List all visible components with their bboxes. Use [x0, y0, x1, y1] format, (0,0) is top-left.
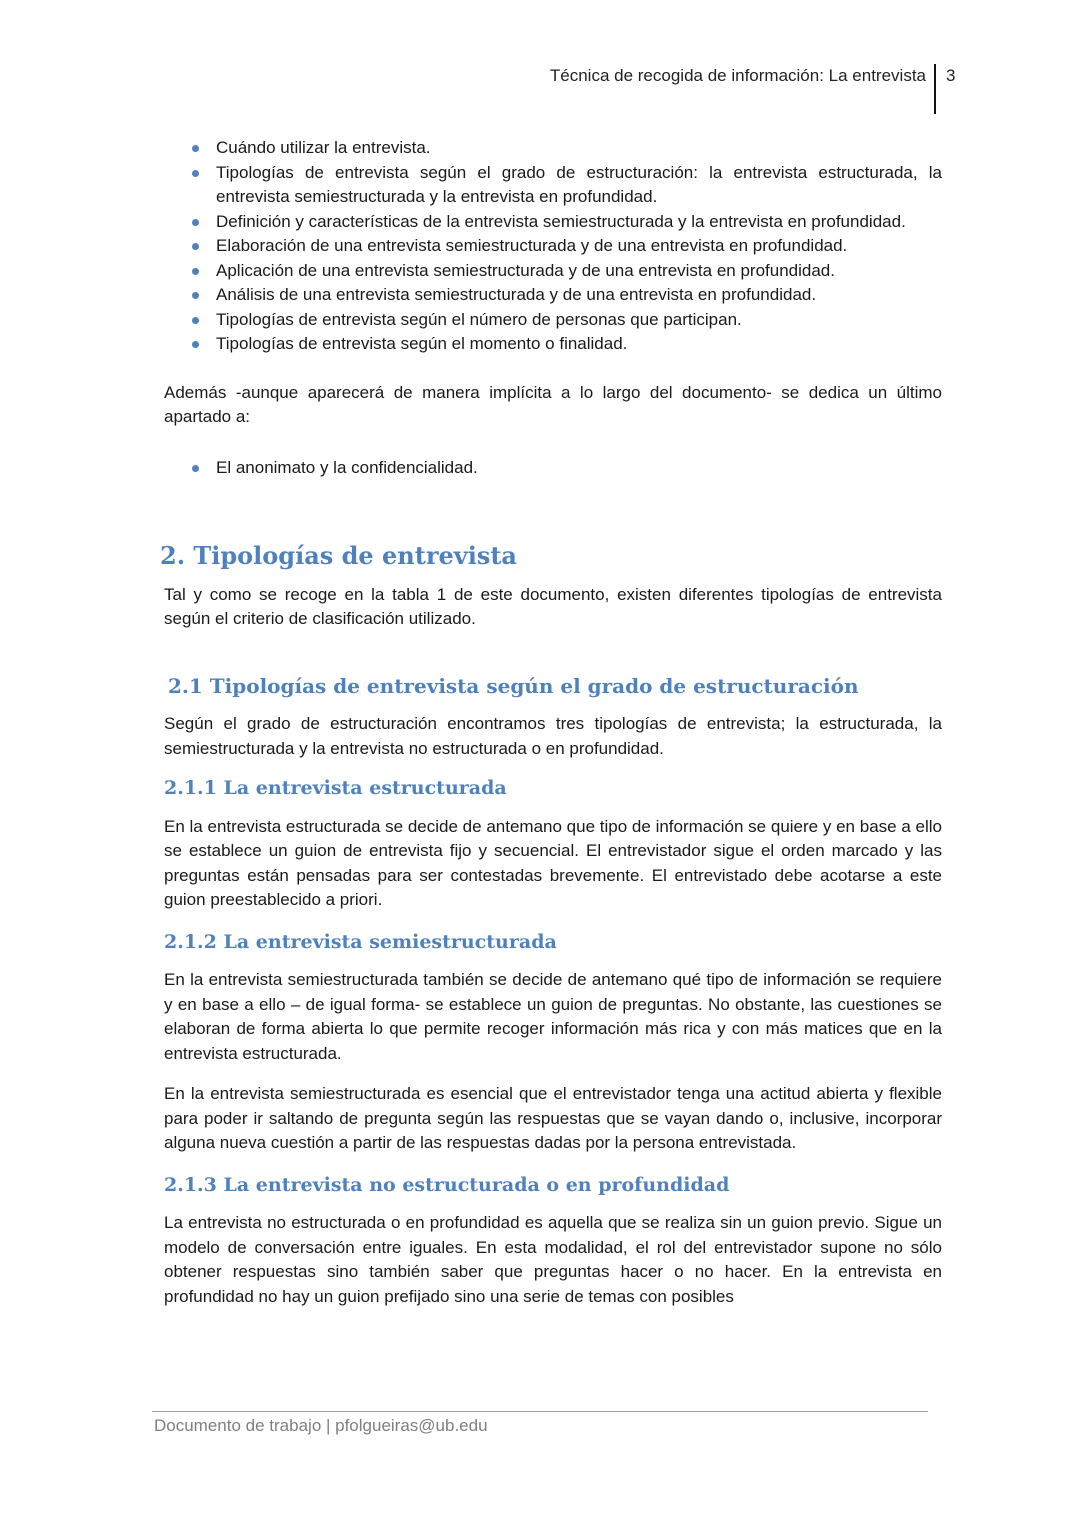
- document-body: [160, 136, 942, 1309]
- footer-divider: [152, 1411, 928, 1412]
- section-2-1-2-paragraph-2: En la entrevista semiestructurada es esencial que el entrevistador tenga una actitud abierta y flexible para poder ir saltando de pregunta según las respuestas que se vayan dando o, inclusive, incorporar alguna nueva cuestión a partir de las respuestas dadas por la persona entrevistada.: [164, 1084, 942, 1152]
- list-item: Aplicación de una entrevista semiestructurada y de una entrevista en profundidad.: [164, 259, 942, 284]
- section-2-heading: 2. Tipologías de entrevista: [160, 541, 517, 570]
- section-2-1-heading: 2.1 Tipologías de entrevista según el grado de estructuración: [168, 673, 859, 698]
- header-title: Técnica de recogida de información: La entrevista: [549, 66, 926, 85]
- header-divider: [934, 64, 936, 114]
- footer-text: Documento de trabajo | pfolgueiras@ub.edu: [154, 1416, 488, 1435]
- page-header: [0, 62, 1080, 114]
- section-2-1-1-heading: 2.1.1 La entrevista estructurada: [164, 777, 507, 799]
- list-item: Tipologías de entrevista según el grado de estructuración: la entrevista estructurada, la entrevista semiestructurada y la entrevista en profundidad.: [164, 161, 942, 210]
- list-item: Elaboración de una entrevista semiestructurada y de una entrevista en profundidad.: [164, 234, 942, 259]
- intro-paragraph: Además -aunque aparecerá de manera implícita a lo largo del documento- se dedica un último apartado a:: [164, 382, 942, 426]
- list-item: Cuándo utilizar la entrevista.: [164, 136, 942, 161]
- topics-list: [164, 136, 942, 357]
- section-2-1-2-paragraph-1: En la entrevista semiestructurada también se decide de antemano qué tipo de información se requiere y en base a ello – de igual forma- se establece un guion de preguntas. No obstante, las cuestiones se elaboran de forma abierta lo que permite recoger información más rica y con más matices que en la entrevista estructurada.: [164, 970, 942, 1063]
- list-item: Definición y características de la entrevista semiestructurada y la entrevista en profundidad.: [164, 210, 942, 235]
- list-item: Tipologías de entrevista según el número de personas que participan.: [164, 308, 942, 333]
- extra-list: [164, 456, 942, 481]
- section-2-1-paragraph: Según el grado de estructuración encontramos tres tipologías de entrevista; la estructurada, la semiestructurada y la entrevista no estructurada o en profundidad.: [164, 714, 942, 758]
- list-item: El anonimato y la confidencialidad.: [164, 456, 942, 481]
- section-2-1-1-paragraph: En la entrevista estructurada se decide de antemano que tipo de información se quiere y en base a ello se establece un guion de entrevista fijo y secuencial. El entrevistador sigue el orden marcado y las preguntas están pensadas para ser contestadas brevemente. El entrevistado debe acotarse a este guion preestablecido a priori.: [164, 816, 942, 909]
- list-item: Tipologías de entrevista según el momento o finalidad.: [164, 332, 942, 357]
- list-item: Análisis de una entrevista semiestructurada y de una entrevista en profundidad.: [164, 283, 942, 308]
- section-2-1-3-paragraph: La entrevista no estructurada o en profundidad es aquella que se realiza sin un guion previo. Sigue un modelo de conversación entre iguales. En esta modalidad, el rol del entrevistador supone no sólo obtener respuestas sino también saber que preguntas hacer o no hacer. En la entrevista en profundidad no hay un guion prefijado sino una serie de temas con posibles: [164, 1213, 942, 1306]
- section-2-1-3-heading: 2.1.3 La entrevista no estructurada o en profundidad: [164, 1173, 730, 1196]
- section-2-1-2-heading: 2.1.2 La entrevista semiestructurada: [164, 930, 557, 953]
- page-number: 3: [946, 66, 956, 85]
- section-2-paragraph: Tal y como se recoge en la tabla 1 de este documento, existen diferentes tipologías de entrevista según el criterio de clasificación utilizado.: [164, 584, 942, 628]
